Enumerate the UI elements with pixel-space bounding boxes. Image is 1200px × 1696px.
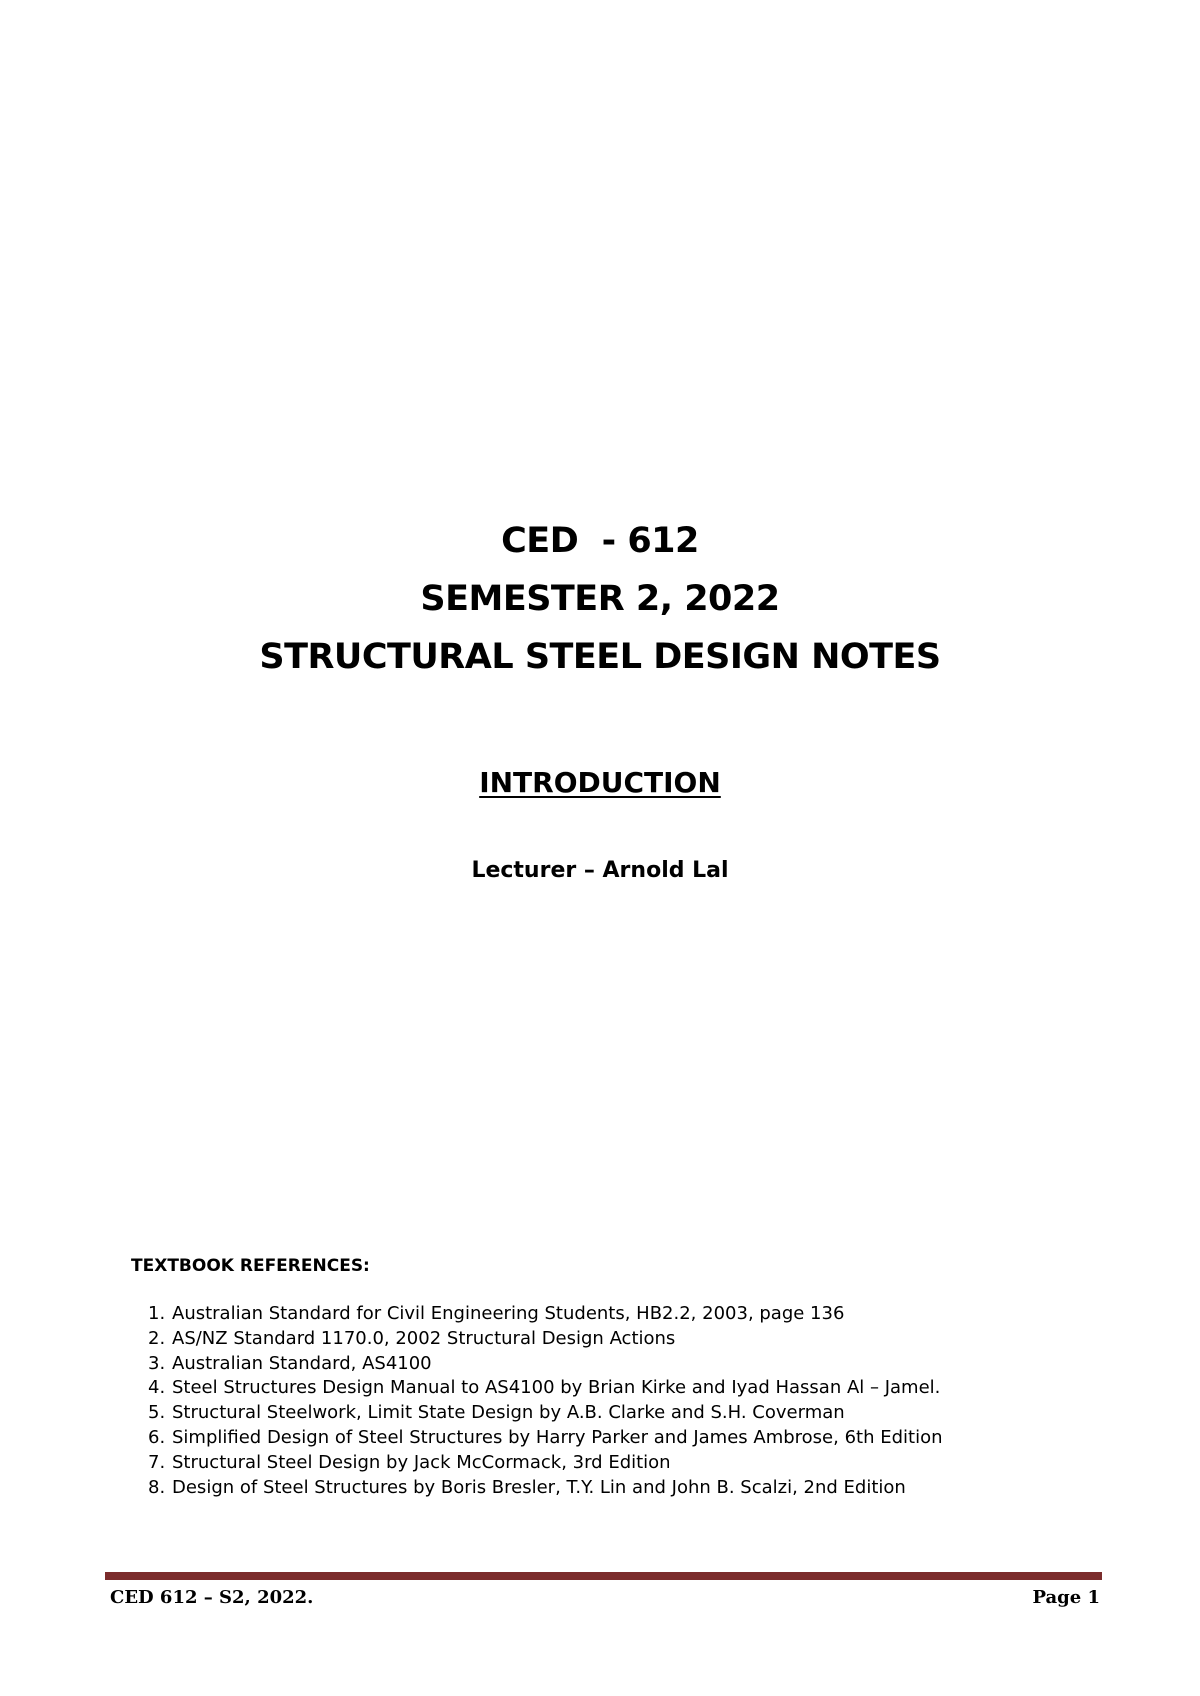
- subject-title: STRUCTURAL STEEL DESIGN NOTES: [259, 637, 941, 677]
- reference-number: 3.: [148, 1352, 166, 1374]
- semester-title: SEMESTER 2, 2022: [420, 579, 780, 619]
- reference-text: Structural Steel Design by Jack McCormack, 3rd Edition: [172, 1451, 671, 1473]
- reference-number: 2.: [148, 1327, 166, 1349]
- reference-text: Structural Steelwork, Limit State Design by A.B. Clarke and S.H. Coverman: [172, 1402, 845, 1424]
- reference-number: 4.: [148, 1377, 166, 1399]
- reference-number: 5.: [148, 1402, 166, 1424]
- reference-number: 1.: [148, 1303, 166, 1324]
- lecturer-line: Lecturer – Arnold Lal: [471, 858, 729, 883]
- page-number: Page 1: [1032, 1587, 1100, 1608]
- title-block: [0, 512, 1200, 686]
- reference-number: 6.: [148, 1426, 166, 1448]
- footer-course-label: CED 612 – S2, 2022.: [110, 1587, 314, 1608]
- reference-item: [148, 1302, 943, 1327]
- section-heading-text: INTRODUCTION: [479, 766, 721, 799]
- reference-text: Design of Steel Structures by Boris Bresler, T.Y. Lin and John B. Scalzi, 2nd Edition: [172, 1476, 906, 1498]
- reference-item: [148, 1401, 943, 1426]
- reference-text: AS/NZ Standard 1170.0, 2002 Structural Design Actions: [172, 1327, 676, 1349]
- footer-rule: [105, 1572, 1102, 1580]
- reference-item: [148, 1376, 943, 1401]
- section-heading: [0, 766, 1200, 799]
- course-code: CED - 612: [501, 521, 699, 561]
- references-list: [148, 1302, 943, 1500]
- reference-number: 7.: [148, 1451, 166, 1473]
- reference-item: [148, 1451, 943, 1476]
- references-heading: TEXTBOOK REFERENCES:: [131, 1256, 370, 1276]
- reference-text: Simplified Design of Steel Structures by Harry Parker and James Ambrose, 6th Edition: [172, 1426, 943, 1448]
- reference-item: [148, 1327, 943, 1352]
- reference-text: Australian Standard for Civil Engineering Students, HB2.2, 2003, page 136: [172, 1303, 845, 1324]
- reference-text: Steel Structures Design Manual to AS4100 by Brian Kirke and Iyad Hassan Al – Jamel.: [172, 1377, 941, 1399]
- reference-number: 8.: [148, 1476, 166, 1498]
- reference-item: [148, 1476, 943, 1501]
- reference-item: [148, 1426, 943, 1451]
- reference-item: [148, 1352, 943, 1377]
- reference-text: Australian Standard, AS4100: [172, 1352, 432, 1374]
